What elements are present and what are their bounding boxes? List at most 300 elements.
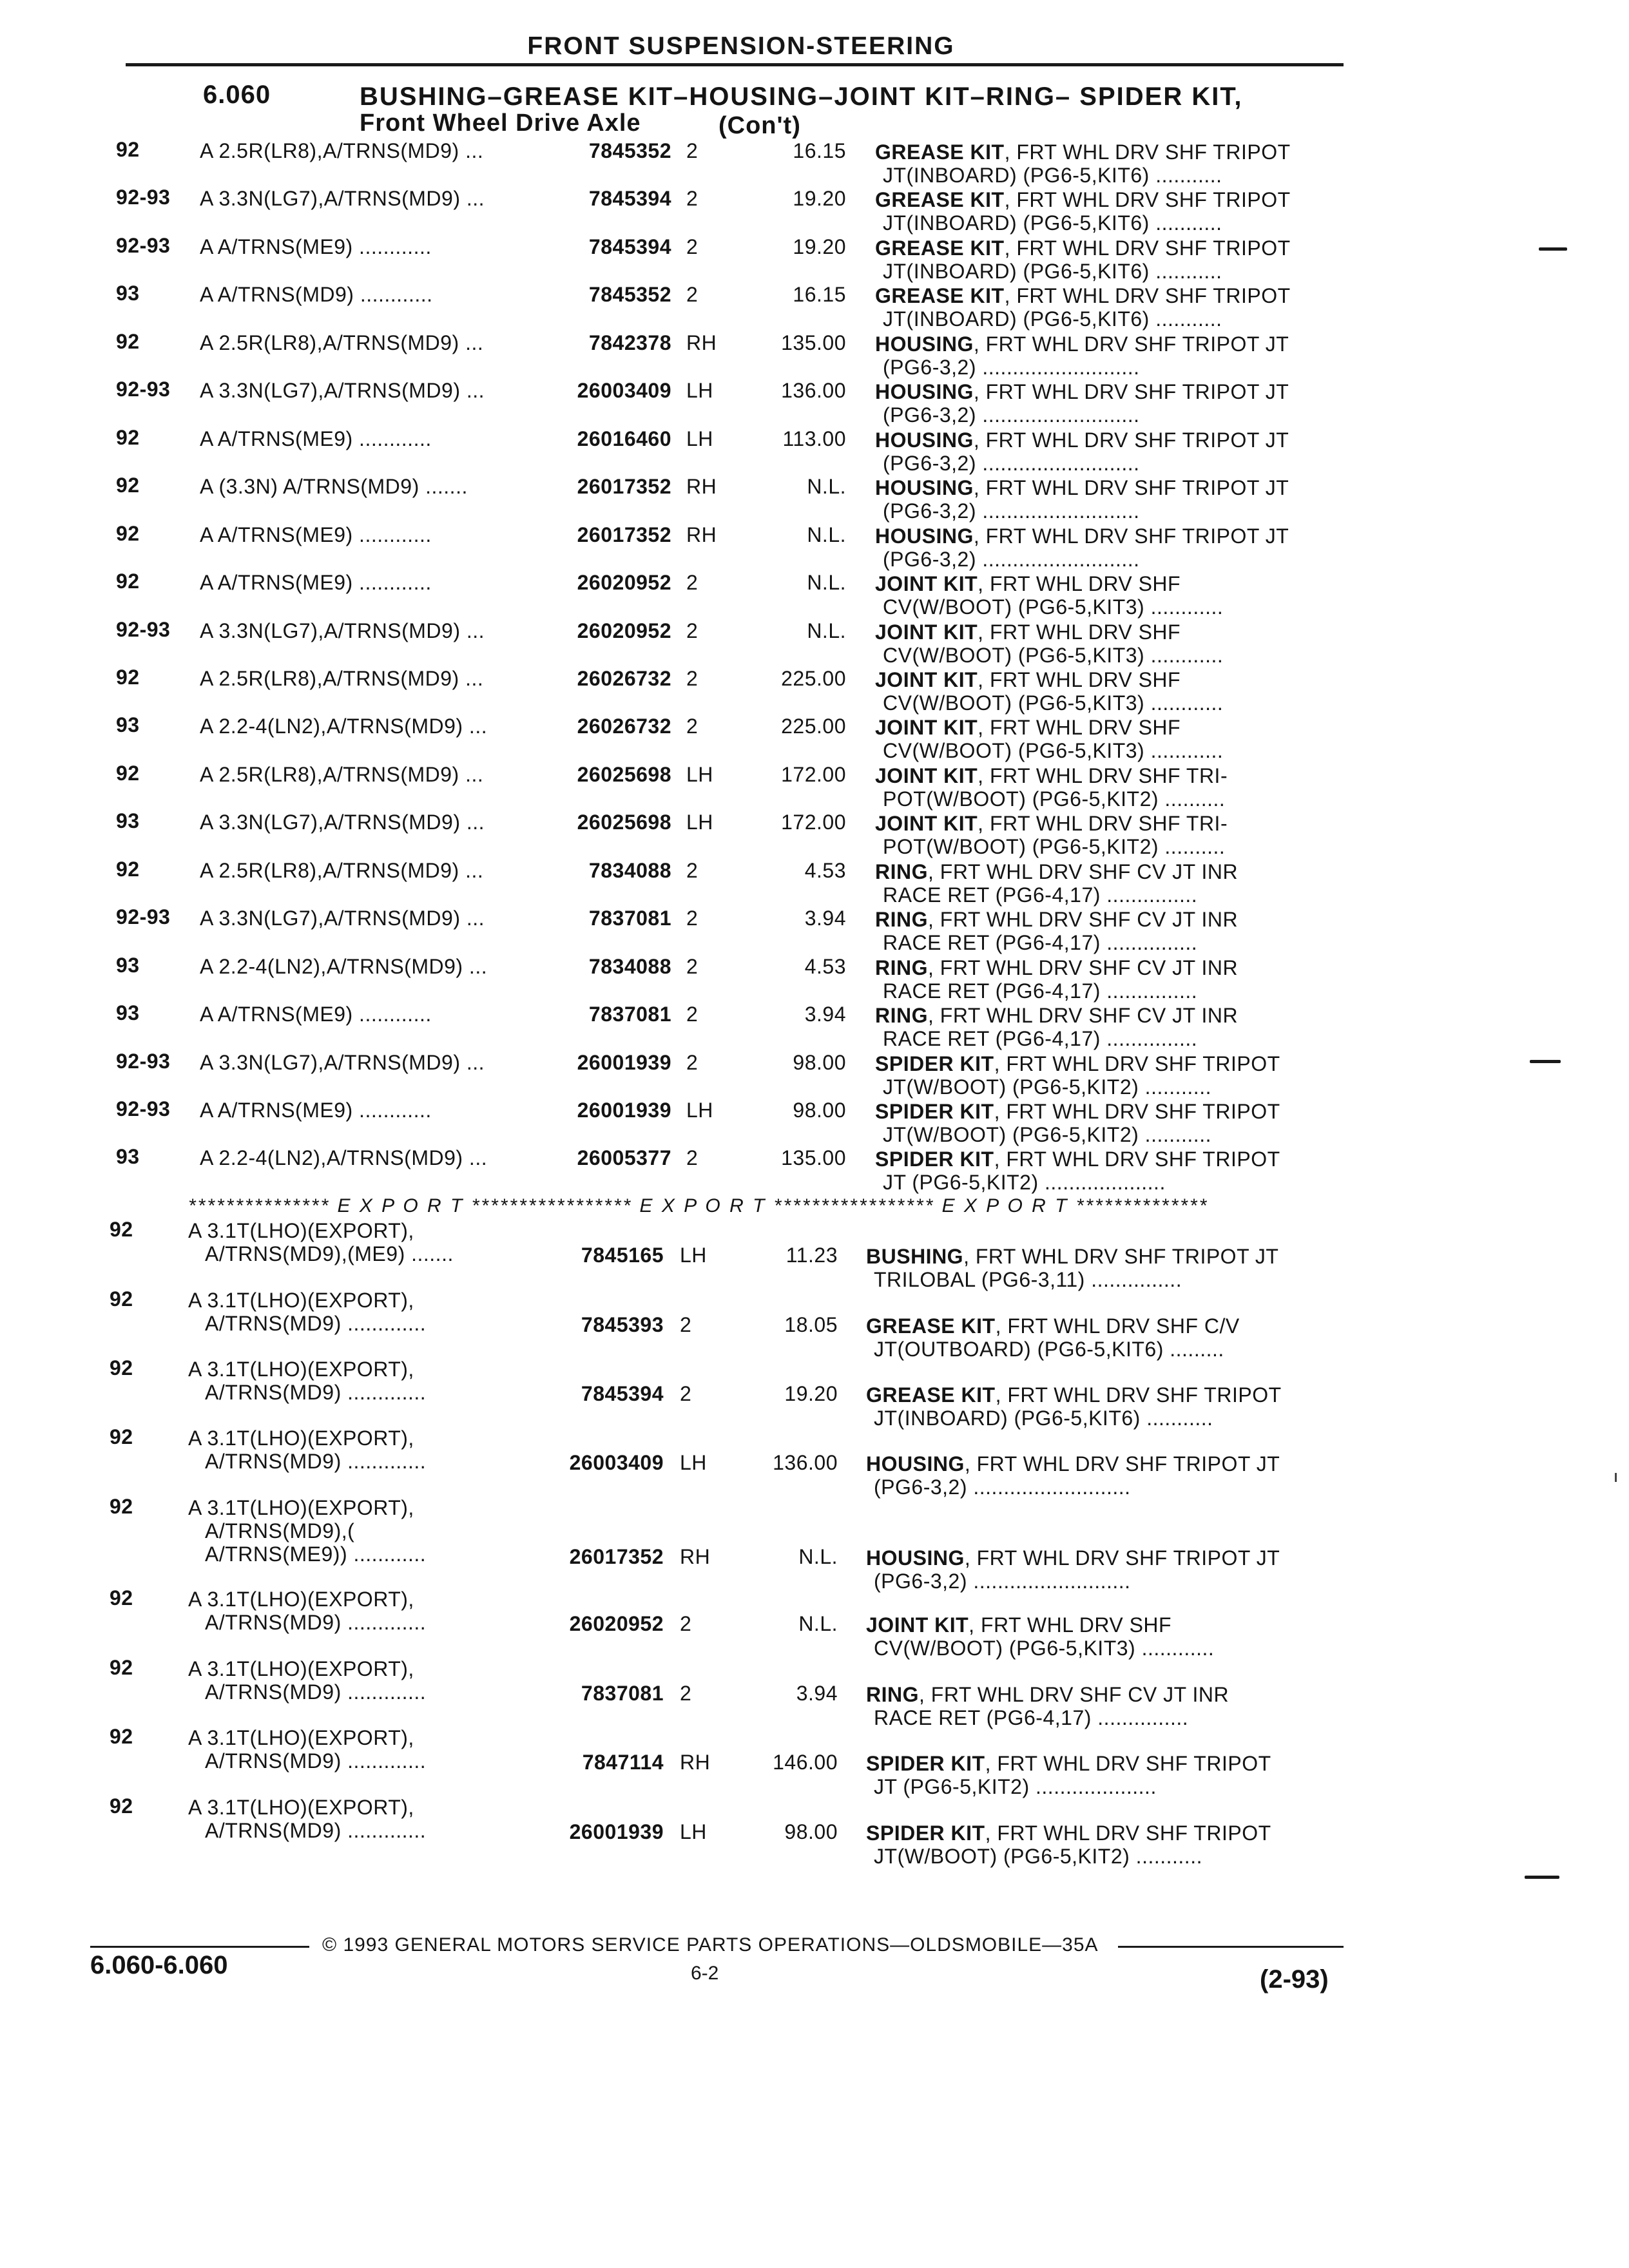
description-detail: , FRT WHL DRV SHF TRIPOT: [994, 1148, 1280, 1171]
description-detail: , FRT WHL DRV SHF TRIPOT: [994, 1052, 1280, 1075]
row-description: [875, 428, 1352, 475]
description-item-name: HOUSING: [866, 1452, 965, 1475]
row-year: 92: [116, 138, 140, 161]
row-price: 19.20: [784, 1382, 838, 1405]
description-detail: , FRT WHL DRV SHF TRIPOT: [994, 1100, 1280, 1123]
row-year: 92: [110, 1218, 133, 1241]
description-item-name: RING: [875, 1004, 928, 1027]
row-application: [188, 1588, 426, 1634]
row-year: 92-93: [116, 186, 171, 209]
row-year: 93: [116, 954, 140, 977]
row-year: 92: [110, 1495, 133, 1518]
row-price: N.L.: [798, 1612, 838, 1635]
row-application: A 2.5R(LR8),A/TRNS(MD9) ...: [200, 859, 484, 882]
row-year: 92-93: [116, 618, 171, 641]
description-line-2: JT(INBOARD) (PG6-5,KIT6) ...........: [883, 164, 1222, 187]
description-detail: , FRT WHL DRV SHF TRI-: [978, 764, 1228, 787]
description-item-name: HOUSING: [875, 380, 974, 403]
row-part-number: 26001939: [569, 1820, 664, 1843]
row-quantity: RH: [686, 331, 717, 354]
application-line-2: A/TRNS(MD9) .............: [205, 1749, 427, 1773]
row-year: 93: [116, 282, 140, 305]
row-year: 93: [116, 713, 140, 736]
description-item-name: RING: [866, 1683, 919, 1706]
row-price: 225.00: [781, 715, 846, 738]
row-quantity: 2: [686, 955, 699, 978]
application-line-1: A 3.1T(LHO)(EXPORT),: [188, 1289, 414, 1312]
row-price: 3.94: [804, 907, 846, 930]
row-application: A A/TRNS(ME9) ............: [200, 427, 432, 450]
description-line-1: [875, 956, 1352, 979]
row-year: 92: [116, 570, 140, 593]
description-line-1: [875, 668, 1352, 691]
row-application: A 3.3N(LG7),A/TRNS(MD9) ...: [200, 187, 485, 210]
application-line-1: A 3.1T(LHO)(EXPORT),: [188, 1796, 414, 1819]
row-description: [875, 764, 1352, 811]
description-item-name: HOUSING: [875, 428, 974, 452]
row-description: [875, 716, 1352, 762]
table-row: [0, 570, 1629, 619]
row-part-number: 7837081: [588, 907, 671, 930]
row-price: 18.05: [784, 1313, 838, 1336]
description-detail: , FRT WHL DRV SHF TRIPOT JT: [973, 524, 1289, 548]
row-description: [875, 140, 1352, 187]
row-price: 225.00: [781, 667, 846, 690]
row-quantity: LH: [680, 1820, 707, 1843]
description-detail: , FRT WHL DRV SHF TRIPOT: [995, 1383, 1282, 1407]
row-application: A 2.2-4(LN2),A/TRNS(MD9) ...: [200, 1146, 488, 1169]
description-item-name: HOUSING: [875, 524, 974, 548]
row-part-number: 7845393: [581, 1313, 664, 1336]
row-part-number: 26025698: [577, 763, 671, 786]
table-row: [0, 1001, 1629, 1048]
row-year: 92: [110, 1287, 133, 1311]
application-line-1: A 3.1T(LHO)(EXPORT),: [188, 1496, 414, 1519]
description-detail: , FRT WHL DRV SHF TRI-: [978, 812, 1228, 835]
row-description: [866, 1314, 1343, 1361]
row-description: [875, 812, 1352, 858]
margin-mark: [1539, 247, 1567, 251]
row-price: 172.00: [781, 811, 846, 834]
row-quantity: LH: [686, 811, 713, 834]
row-price: N.L.: [807, 571, 846, 594]
description-item-name: RING: [875, 908, 928, 931]
row-price: 4.53: [804, 859, 846, 882]
row-application: A 2.5R(LR8),A/TRNS(MD9) ...: [200, 763, 484, 786]
description-item-name: HOUSING: [866, 1546, 965, 1570]
description-line-1: [866, 1452, 1343, 1475]
description-line-1: [875, 716, 1352, 739]
application-line-2: A/TRNS(MD9) .............: [205, 1450, 427, 1473]
table-row: [0, 858, 1629, 907]
row-quantity: 2: [680, 1612, 692, 1635]
description-detail: , FRT WHL DRV SHF CV JT INR: [928, 860, 1239, 883]
description-line-2: (PG6-3,2) ..........................: [883, 499, 1140, 523]
description-line-2: CV(W/BOOT) (PG6-5,KIT3) ............: [883, 691, 1224, 715]
row-description: [875, 380, 1352, 427]
description-detail: , FRT WHL DRV SHF CV JT INR: [928, 1004, 1239, 1027]
application-line-2: A/TRNS(MD9),(: [205, 1519, 355, 1542]
row-part-number: 7842378: [588, 331, 671, 354]
row-description: [875, 476, 1352, 523]
row-description: [875, 1004, 1352, 1050]
row-quantity: 2: [680, 1682, 692, 1705]
row-application: [188, 1726, 426, 1773]
row-part-number: 7845394: [581, 1382, 664, 1405]
row-quantity: LH: [686, 427, 713, 450]
row-part-number: 7837081: [581, 1682, 664, 1705]
row-application: A A/TRNS(ME9) ............: [200, 1003, 432, 1026]
row-quantity: LH: [686, 1099, 713, 1122]
description-item-name: SPIDER KIT: [875, 1148, 994, 1171]
description-line-1: [875, 140, 1352, 164]
row-application: A 2.5R(LR8),A/TRNS(MD9) ...: [200, 139, 484, 162]
row-price: N.L.: [807, 619, 846, 642]
description-line-1: [866, 1821, 1343, 1845]
row-quantity: 2: [680, 1382, 692, 1405]
row-application: A (3.3N) A/TRNS(MD9) .......: [200, 475, 468, 498]
row-price: 16.15: [793, 139, 846, 162]
row-application: A 2.5R(LR8),A/TRNS(MD9) ...: [200, 331, 484, 354]
export-divider: *************** E X P O R T ***************** E X P O R T ***************** E X P O R T **************: [188, 1195, 1209, 1216]
description-line-1: [866, 1683, 1343, 1706]
row-year: 92: [110, 1725, 133, 1748]
row-quantity: 2: [686, 187, 699, 210]
description-detail: , FRT WHL DRV SHF TRIPOT JT: [973, 380, 1289, 403]
row-year: 92-93: [116, 905, 171, 928]
row-year: 92: [116, 330, 140, 353]
row-year: 92: [110, 1425, 133, 1448]
row-price: 146.00: [773, 1751, 838, 1774]
row-year: 93: [116, 1145, 140, 1168]
description-line-2: JT(INBOARD) (PG6-5,KIT6) ...........: [883, 260, 1222, 283]
row-application: A 3.3N(LG7),A/TRNS(MD9) ...: [200, 811, 485, 834]
row-part-number: 26020952: [577, 571, 671, 594]
row-year: 92: [116, 762, 140, 785]
row-year: 92-93: [116, 1050, 171, 1073]
application-line-2: A/TRNS(MD9) .............: [205, 1611, 427, 1634]
section-number: 6.060: [203, 81, 271, 109]
row-application: A A/TRNS(ME9) ............: [200, 235, 432, 258]
row-quantity: LH: [680, 1244, 707, 1267]
description-line-1: [866, 1383, 1343, 1407]
row-application: A 3.3N(LG7),A/TRNS(MD9) ...: [200, 1051, 485, 1074]
row-application: [188, 1657, 426, 1704]
description-line-2: RACE RET (PG6-4,17) ...............: [883, 883, 1198, 907]
row-description: [866, 1383, 1343, 1430]
description-line-2: TRILOBAL (PG6-3,11) ...............: [874, 1268, 1182, 1291]
description-line-2: (PG6-3,2) ..........................: [883, 452, 1140, 475]
row-part-number: 7847114: [582, 1751, 664, 1774]
description-line-2: CV(W/BOOT) (PG6-5,KIT3) ............: [874, 1637, 1215, 1660]
row-price: 4.53: [804, 955, 846, 978]
description-item-name: HOUSING: [875, 476, 974, 499]
row-price: N.L.: [807, 523, 846, 546]
table-row: [0, 282, 1629, 331]
application-line-1: A 3.1T(LHO)(EXPORT),: [188, 1588, 414, 1611]
row-quantity: 2: [686, 715, 699, 738]
row-application: [188, 1796, 426, 1842]
row-application: [188, 1427, 426, 1473]
table-row: [0, 954, 1629, 1003]
description-item-name: GREASE KIT: [866, 1314, 996, 1338]
row-year: 92: [116, 426, 140, 449]
row-part-number: 26026732: [577, 667, 671, 690]
description-item-name: GREASE KIT: [875, 140, 1005, 164]
row-price: N.L.: [807, 475, 846, 498]
description-item-name: JOINT KIT: [875, 620, 978, 644]
description-detail: , FRT WHL DRV SHF: [978, 620, 1181, 644]
row-application: A 2.5R(LR8),A/TRNS(MD9) ...: [200, 667, 484, 690]
description-item-name: GREASE KIT: [875, 188, 1005, 211]
description-line-1: [875, 476, 1352, 499]
description-line-2: JT(INBOARD) (PG6-5,KIT6) ...........: [874, 1407, 1213, 1430]
description-line-1: [866, 1752, 1343, 1775]
description-item-name: JOINT KIT: [875, 668, 978, 691]
row-application: A 2.2-4(LN2),A/TRNS(MD9) ...: [200, 715, 488, 738]
row-description: [875, 284, 1352, 331]
description-line-2: JT(INBOARD) (PG6-5,KIT6) ...........: [883, 307, 1222, 331]
row-application: A A/TRNS(ME9) ............: [200, 1099, 432, 1122]
description-line-2: RACE RET (PG6-4,17) ...............: [883, 1027, 1198, 1050]
description-line-1: [875, 908, 1352, 931]
row-part-number: 26016460: [577, 427, 671, 450]
row-year: 92-93: [116, 378, 171, 401]
row-quantity: 2: [686, 1003, 699, 1026]
description-item-name: JOINT KIT: [875, 812, 978, 835]
row-price: 98.00: [793, 1099, 846, 1122]
row-description: [875, 188, 1352, 235]
description-line-1: [875, 572, 1352, 595]
row-price: 98.00: [793, 1051, 846, 1074]
description-line-1: [866, 1546, 1343, 1570]
description-line-2: CV(W/BOOT) (PG6-5,KIT3) ............: [883, 595, 1224, 619]
row-quantity: 2: [680, 1313, 692, 1336]
row-description: [875, 860, 1352, 907]
application-line-2: A/TRNS(MD9),(ME9) .......: [205, 1242, 454, 1265]
description-line-2: (PG6-3,2) ..........................: [883, 403, 1140, 427]
row-application: [188, 1496, 426, 1566]
row-part-number: 7845352: [588, 283, 671, 306]
description-detail: , FRT WHL DRV SHF C/V: [995, 1314, 1240, 1338]
description-item-name: BUSHING: [866, 1245, 964, 1268]
row-year: 92: [116, 522, 140, 545]
table-row: [0, 138, 1629, 187]
description-line-2: (PG6-3,2) ..........................: [874, 1570, 1131, 1593]
table-row: [0, 809, 1629, 856]
row-description: [875, 524, 1352, 571]
row-part-number: 7845352: [588, 139, 671, 162]
footer-copyright: © 1993 GENERAL MOTORS SERVICE PARTS OPERATIONS—OLDSMOBILE—35A: [322, 1934, 1099, 1956]
application-line-1: A 3.1T(LHO)(EXPORT),: [188, 1657, 414, 1680]
description-item-name: JOINT KIT: [866, 1613, 969, 1637]
row-part-number: 26026732: [577, 715, 671, 738]
row-quantity: RH: [680, 1751, 711, 1774]
row-part-number: 26017352: [569, 1545, 664, 1568]
section-subtitle: Front Wheel Drive Axle: [360, 110, 641, 137]
description-line-2: (PG6-3,2) ..........................: [883, 548, 1140, 571]
description-item-name: SPIDER KIT: [866, 1821, 985, 1845]
row-part-number: 7834088: [588, 955, 671, 978]
description-line-1: [875, 284, 1352, 307]
description-line-1: [875, 1148, 1352, 1171]
row-price: 3.94: [804, 1003, 846, 1026]
description-detail: , FRT WHL DRV SHF CV JT INR: [919, 1683, 1229, 1706]
description-line-1: [875, 332, 1352, 356]
application-line-2: A/TRNS(MD9) .............: [205, 1680, 427, 1704]
description-line-1: [875, 764, 1352, 787]
row-quantity: 2: [686, 667, 699, 690]
row-application: A 3.3N(LG7),A/TRNS(MD9) ...: [200, 379, 485, 402]
row-quantity: 2: [686, 283, 699, 306]
application-line-1: A 3.1T(LHO)(EXPORT),: [188, 1219, 414, 1242]
row-price: N.L.: [798, 1545, 838, 1568]
description-item-name: RING: [875, 956, 928, 979]
row-description: [875, 620, 1352, 667]
description-detail: , FRT WHL DRV SHF TRIPOT: [985, 1752, 1271, 1775]
row-price: 136.00: [781, 379, 846, 402]
header-rule: [126, 63, 1344, 66]
row-description: [866, 1683, 1343, 1729]
row-application: A A/TRNS(MD9) ............: [200, 283, 433, 306]
row-application: [188, 1358, 426, 1404]
footer-rule-right: [1118, 1946, 1344, 1948]
row-application: A 3.3N(LG7),A/TRNS(MD9) ...: [200, 619, 485, 642]
row-part-number: 7834088: [588, 859, 671, 882]
row-price: 135.00: [781, 1146, 846, 1169]
scan-speck: [1615, 1473, 1617, 1482]
row-part-number: 7837081: [588, 1003, 671, 1026]
description-line-2: RACE RET (PG6-4,17) ...............: [883, 931, 1198, 954]
application-line-3: A/TRNS(ME9)) ............: [205, 1542, 427, 1566]
description-detail: , FRT WHL DRV SHF TRIPOT: [1004, 236, 1291, 260]
table-row: [0, 762, 1629, 811]
description-detail: , FRT WHL DRV SHF: [978, 572, 1181, 595]
description-line-2: JT(W/BOOT) (PG6-5,KIT2) ...........: [874, 1845, 1202, 1868]
description-detail: , FRT WHL DRV SHF CV JT INR: [928, 908, 1239, 931]
page-header-title: FRONT SUSPENSION-STEERING: [527, 32, 955, 60]
description-line-2: RACE RET (PG6-4,17) ...............: [883, 979, 1198, 1003]
row-description: [875, 956, 1352, 1003]
row-part-number: 26005377: [577, 1146, 671, 1169]
table-row: [0, 378, 1629, 427]
description-item-name: JOINT KIT: [875, 764, 978, 787]
row-description: [875, 1148, 1352, 1194]
row-application: A A/TRNS(ME9) ............: [200, 523, 432, 546]
description-item-name: SPIDER KIT: [875, 1052, 994, 1075]
description-detail: , FRT WHL DRV SHF: [978, 716, 1181, 739]
row-price: 98.00: [784, 1820, 838, 1843]
description-detail: , FRT WHL DRV SHF TRIPOT JT: [973, 476, 1289, 499]
margin-mark: [1525, 1876, 1559, 1879]
row-price: 11.23: [786, 1244, 838, 1267]
description-line-1: [866, 1613, 1343, 1637]
row-year: 92: [116, 474, 140, 497]
description-item-name: HOUSING: [875, 332, 974, 356]
row-part-number: 26017352: [577, 475, 671, 498]
row-application: [188, 1289, 426, 1335]
application-line-2: A/TRNS(MD9) .............: [205, 1312, 427, 1335]
description-line-1: [875, 236, 1352, 260]
row-price: 16.15: [793, 283, 846, 306]
row-quantity: 2: [686, 619, 699, 642]
row-quantity: RH: [686, 523, 717, 546]
description-line-2: (PG6-3,2) ..........................: [883, 356, 1140, 379]
description-line-2: (PG6-3,2) ..........................: [874, 1475, 1131, 1499]
footer-date: (2-93): [1260, 1965, 1329, 1994]
description-detail: , FRT WHL DRV SHF TRIPOT JT: [964, 1452, 1280, 1475]
row-year: 92: [110, 1586, 133, 1610]
row-description: [875, 332, 1352, 379]
footer-page-number: 6-2: [691, 1963, 719, 1984]
description-line-1: [875, 1100, 1352, 1123]
description-line-1: [866, 1245, 1343, 1268]
row-part-number: 26003409: [577, 379, 671, 402]
description-line-1: [875, 812, 1352, 835]
description-line-2: JT(W/BOOT) (PG6-5,KIT2) ...........: [883, 1075, 1211, 1099]
description-detail: , FRT WHL DRV SHF TRIPOT: [1004, 284, 1291, 307]
description-line-1: [875, 620, 1352, 644]
row-quantity: 2: [686, 139, 699, 162]
row-quantity: 2: [686, 571, 699, 594]
row-part-number: 26020952: [577, 619, 671, 642]
table-row: [0, 1495, 1629, 1593]
row-year: 92: [116, 666, 140, 689]
table-row: [0, 1050, 1629, 1099]
row-quantity: 2: [686, 859, 699, 882]
description-item-name: GREASE KIT: [875, 236, 1005, 260]
description-line-2: POT(W/BOOT) (PG6-5,KIT2) ..........: [883, 835, 1226, 858]
description-detail: , FRT WHL DRV SHF TRIPOT JT: [963, 1245, 1279, 1268]
row-description: [866, 1752, 1343, 1798]
table-row: [0, 1097, 1629, 1144]
row-application: A 2.2-4(LN2),A/TRNS(MD9) ...: [200, 955, 488, 978]
application-line-2: A/TRNS(MD9) .............: [205, 1819, 427, 1842]
description-detail: , FRT WHL DRV SHF TRIPOT JT: [973, 428, 1289, 452]
row-part-number: 7845394: [588, 187, 671, 210]
row-year: 93: [116, 1001, 140, 1024]
row-year: 92: [110, 1356, 133, 1379]
table-row: [0, 234, 1629, 283]
row-part-number: 26001939: [577, 1051, 671, 1074]
description-line-2: JT (PG6-5,KIT2) ....................: [883, 1171, 1166, 1194]
description-line-1: [866, 1314, 1343, 1338]
description-item-name: JOINT KIT: [875, 572, 978, 595]
table-row: [0, 1145, 1629, 1194]
row-description: [875, 908, 1352, 954]
description-line-2: JT(OUTBOARD) (PG6-5,KIT6) .........: [874, 1338, 1224, 1361]
row-quantity: 2: [686, 1146, 699, 1169]
row-part-number: 7845165: [581, 1244, 664, 1267]
row-year: 92-93: [116, 234, 171, 257]
description-line-2: RACE RET (PG6-4,17) ...............: [874, 1706, 1189, 1729]
description-detail: , FRT WHL DRV SHF: [969, 1613, 1172, 1637]
table-row: [0, 713, 1629, 760]
application-line-1: A 3.1T(LHO)(EXPORT),: [188, 1427, 414, 1450]
row-quantity: LH: [686, 379, 713, 402]
row-description: [875, 236, 1352, 283]
margin-mark: [1530, 1060, 1561, 1063]
row-price: 172.00: [781, 763, 846, 786]
description-detail: , FRT WHL DRV SHF TRIPOT: [985, 1821, 1271, 1845]
table-row: [0, 426, 1629, 475]
row-price: 135.00: [781, 331, 846, 354]
table-row: [0, 618, 1629, 667]
row-quantity: RH: [680, 1545, 711, 1568]
description-line-2: JT (PG6-5,KIT2) ....................: [874, 1775, 1157, 1798]
row-part-number: 26001939: [577, 1099, 671, 1122]
description-item-name: GREASE KIT: [866, 1383, 996, 1407]
